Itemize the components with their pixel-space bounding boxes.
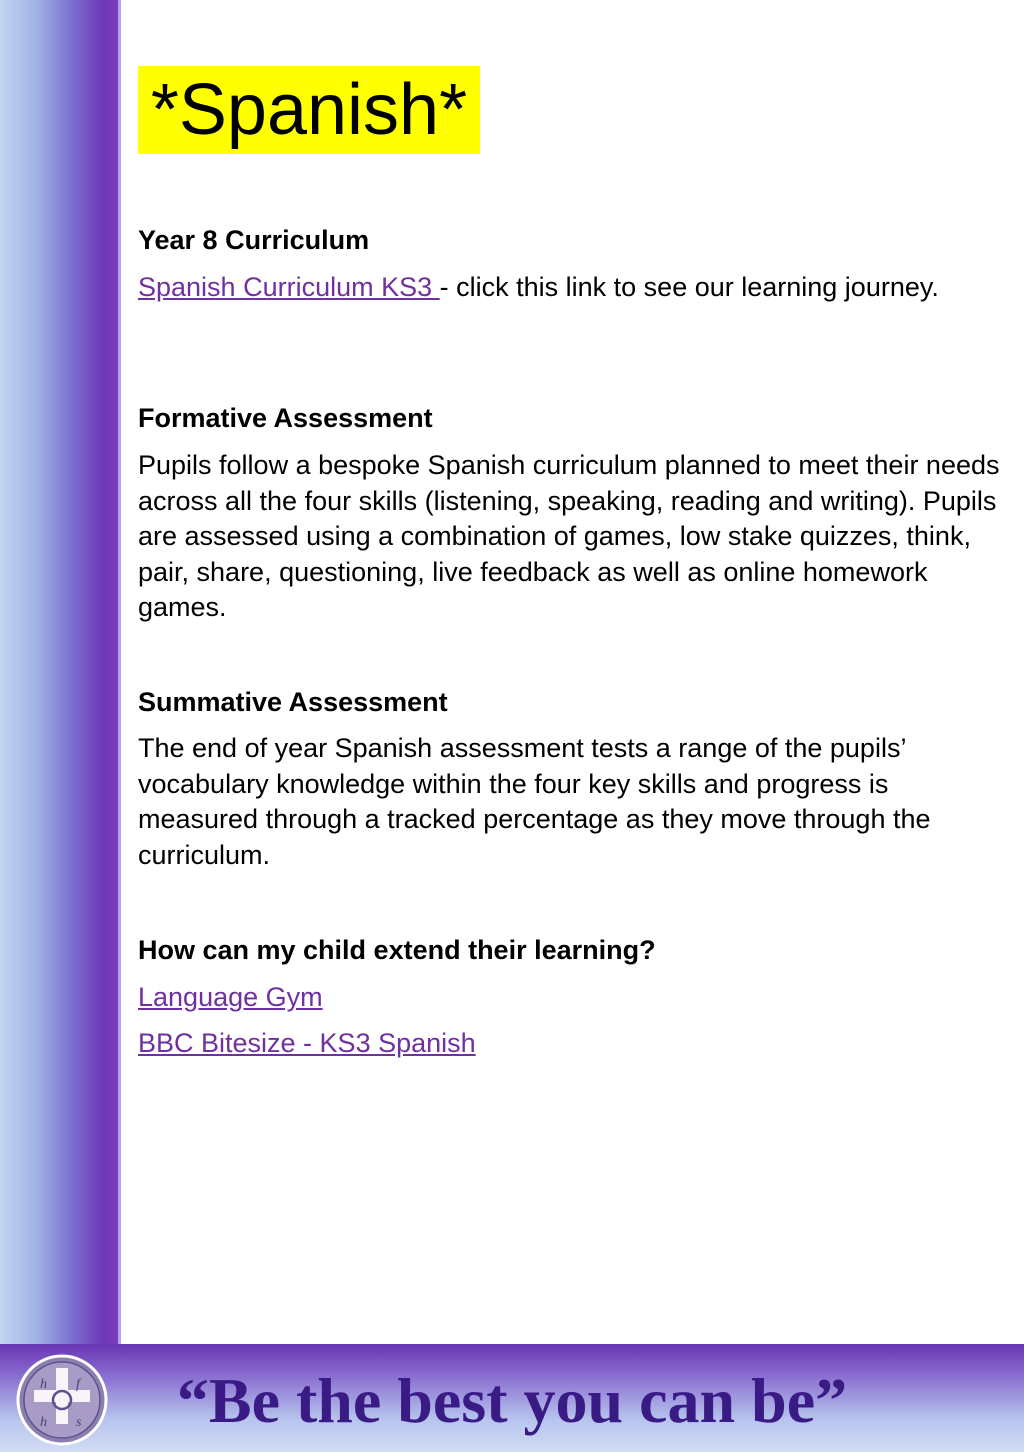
- language-gym-row: [138, 980, 1008, 1016]
- formative-heading: Formative Assessment: [138, 403, 433, 433]
- svg-text:s: s: [76, 1415, 82, 1430]
- bbc-bitesize-link[interactable]: BBC Bitesize - KS3 Spanish: [138, 1028, 476, 1058]
- language-gym-link[interactable]: Language Gym: [138, 982, 323, 1012]
- svg-text:h: h: [40, 1415, 47, 1430]
- footer-motto: “Be the best you can be”: [176, 1365, 848, 1436]
- page-title: *Spanish*: [138, 66, 480, 154]
- curriculum-paragraph: [138, 270, 1008, 306]
- sidebar-edge: [118, 0, 121, 1344]
- curriculum-link-suffix: - click this link to see our learning journey.: [439, 272, 939, 302]
- formative-body: Pupils follow a bespoke Spanish curriculum planned to meet their needs across all the four skills (listening, speaking, reading and writing). Pupils are assessed using a combination of games, low stake quizzes, think, pair, share, questioning, live feedback as well as online homework games.: [138, 450, 1000, 622]
- extend-heading: How can my child extend their learning?: [138, 935, 656, 965]
- svg-text:h: h: [40, 1377, 47, 1392]
- bbc-bitesize-row: [138, 1026, 1008, 1062]
- summative-heading: Summative Assessment: [138, 687, 448, 717]
- left-sidebar-band: [0, 0, 121, 1344]
- svg-text:f: f: [76, 1377, 80, 1392]
- curriculum-heading: Year 8 Curriculum: [138, 225, 370, 255]
- spanish-curriculum-link[interactable]: Spanish Curriculum KS3: [138, 272, 440, 302]
- summative-body: The end of year Spanish assessment tests a range of the pupils’ vocabulary knowledge within the four key skills and progress is measured through a tracked percentage as they move through the curriculum.: [138, 733, 931, 870]
